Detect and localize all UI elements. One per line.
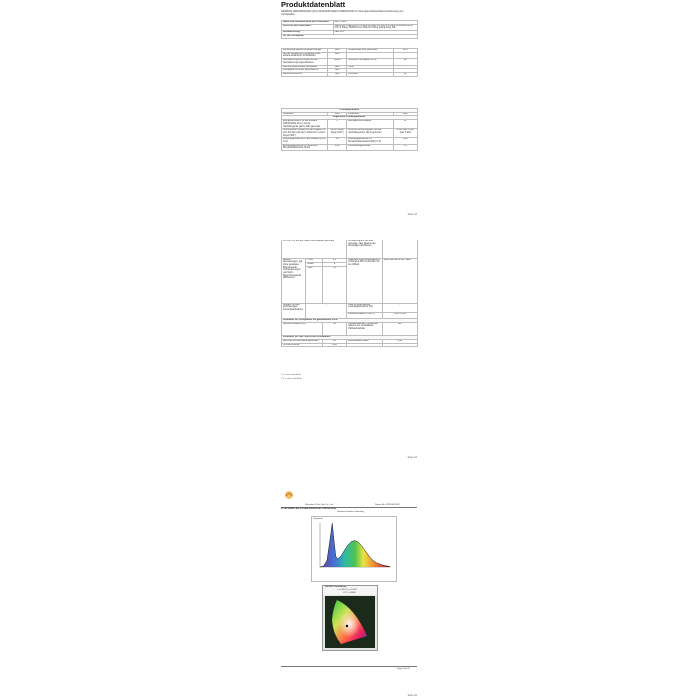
beam-angle-label: Halbwertswinkel in Grad oder Spanne der einstellbaren Halbwertswinkel [347, 322, 382, 335]
supplier-value: MATTHIAS [333, 21, 417, 25]
lumen-maintenance-value: 0,96 [322, 343, 346, 347]
address-label: Anschrift des Lieferanten: [282, 24, 334, 30]
param-value: 3 [328, 120, 347, 129]
spectrum-point [358, 542, 359, 543]
param-label: Nutzlichtstrom (Φuse) mit der Angabe, ob sich der Wert auf den Lichtstrom in einem Kegel (360°) [282, 129, 328, 138]
dim-key: Höhe [306, 258, 322, 262]
section-type-heading: Art der Lichtquelle: [282, 34, 418, 38]
footnote: (**) = nicht zutreffend [281, 378, 302, 380]
spectrum-point [390, 566, 391, 567]
spectrum-point [336, 556, 337, 557]
spectrum-svg [312, 517, 396, 581]
survival-label: Lebensdauer-Faktor [347, 339, 382, 343]
r9-value: 20 [322, 339, 346, 343]
report-page-of: Page 54 of 55 [397, 668, 410, 670]
table-row [282, 120, 418, 129]
dim-key: Tiefe [306, 266, 322, 303]
param-label: Ungebündelt oder gebündelt: [347, 49, 393, 53]
param-value: Nein [328, 69, 347, 73]
header-left: Shenzhen Xi Bei Test Co., Ltd. [305, 504, 334, 506]
param-value: 2 800 oder 4 000 oder 6 000 [393, 129, 418, 138]
spectrum-chart [311, 516, 397, 582]
spectrum-point [355, 540, 356, 541]
chromaticity-point [346, 625, 348, 627]
spectrum-point [376, 562, 377, 563]
param-value: Ja [393, 72, 418, 76]
param-value: MNLS [328, 59, 347, 65]
table-row [282, 72, 418, 76]
param-label: Vernetzte Lichtquelle (CLS): [347, 59, 393, 65]
spectrum-point [332, 523, 333, 524]
param-value: - [393, 65, 418, 69]
cie-coordinates: x = 0.3167 y = 0.3257 [337, 589, 358, 591]
spectrum-point [383, 565, 384, 566]
param-label: Hülle: [347, 65, 393, 69]
lumen-maintenance-label: Lichtstromerhalt [282, 343, 323, 347]
param-label: Leistungsaufnahme im Ein-Zustand (Pon) in W [282, 138, 328, 144]
cie-cct: CCT = 6998K [343, 592, 356, 594]
continued-table [281, 240, 418, 347]
dim-key: Breite [306, 262, 322, 266]
spectrum-point [320, 567, 321, 568]
section-general-heading: Allgemeine Produktparameter: [282, 116, 418, 120]
param-value: DLS [393, 49, 418, 53]
model-value: LED-101 [333, 31, 417, 35]
equivalent-power-value: - [382, 303, 417, 313]
page-title: Produktdatenblatt [281, 0, 346, 9]
section-params-heading: Produktparameter [282, 109, 418, 113]
spectrum-point [369, 556, 370, 557]
empty-cell [382, 343, 417, 347]
dim-value: 21 [322, 258, 346, 262]
chromaticity-value: 0,315 0,346 [382, 313, 417, 319]
param-label: Lichtquelle mit hoher Leuchtdichte: [282, 69, 328, 73]
param-label: ähnliche Farbtemperatur, auf die nächstliegenden 100 K gerundet [347, 129, 393, 138]
survival-value: 0,95 [382, 339, 417, 343]
page-1 [279, 0, 419, 218]
page-number: Seite 2/4 [407, 456, 417, 459]
supplier-table [281, 20, 418, 39]
param-label: Blendschutzschild: [282, 72, 328, 76]
param-value: 3.0 [328, 138, 347, 144]
dimensions-label: Äußere Abmessungen, ggf. ohne separates Betriebsgerät, Lichtsteuerungen und Nicht-Beleuchtungsteile (Millimeter) [282, 258, 306, 303]
spectrum-point [337, 559, 338, 560]
light-source-type-table [281, 48, 418, 77]
param-value: E [393, 120, 418, 129]
equivalent-value: - [306, 303, 347, 318]
peak-intensity-label: Spitzenlichtstärke (cd) [282, 322, 323, 335]
divider [281, 666, 417, 667]
attachment-title: ATTACHMENT BIS (STRAHLUNGSLEVEL VERTEILUNG) [281, 508, 337, 510]
empty-cell [382, 240, 417, 258]
spectrum-point [372, 560, 373, 561]
param-label: Energieverbrauch im Ein-Zustand (kWh/1000h) (Pon), auf die nächstliegende ganze Zahl gerundet [282, 120, 328, 129]
cie-title: CIE1931 Chromaticity [325, 586, 347, 588]
equivalent-label: Angabe zu einer gleichwertigen Leistungsaufnahme [282, 303, 306, 318]
address-value: Wang Wei, Xuan Ke Ju Yu gong ye yuan Jin teng fu hi yang ya Dunkou an ju, Chu Ji Xiang, 518000 shen zhen shi China guang dong, DE [333, 24, 417, 30]
peak-intensity-value: 96 [322, 322, 346, 335]
empty-cell [347, 343, 382, 347]
section-led-heading: Parameter für LED- und OLED-Lichtquellen: [282, 335, 418, 339]
model-label: Modellkennung: [282, 31, 334, 35]
equivalent-power-label: Falls ja, gleichwertige Leistungsaufnahme (W) [347, 303, 382, 313]
spectrum-point [323, 566, 324, 567]
table-row [282, 129, 418, 138]
param-value: LED [328, 52, 347, 58]
intro-left: für CIS in W auf die zweite Dezimalstelle gerundet [282, 240, 347, 258]
param-header: Wert [393, 112, 418, 116]
spectrum-point [327, 560, 328, 561]
spectrum-area [320, 523, 390, 567]
page-number: Seite 1/4 [407, 213, 417, 216]
chromaticity-label: Farbkoordinaten (x und y) [347, 313, 382, 319]
r9-label: Wert des R9-Farbwiedergabeindex [282, 339, 323, 343]
intro-right: Lichtaufbegrenz auf Zahl gerundet, oder Spanne der einstelligen Glühbirnen [347, 240, 382, 258]
spectrum-point [344, 550, 345, 551]
param-value: LED [328, 49, 347, 53]
section-directional-heading: Parameter für Lichtquellen mit gebündeltem Licht: [282, 318, 418, 322]
param-value: Nein [328, 72, 347, 76]
table-row [282, 144, 418, 150]
param-label: Verwendete Beleuchtungstechnologie: [282, 49, 328, 53]
spectrum-point [365, 551, 366, 552]
param-label: Netzspannung/Nicht direkt an das Netzspannung angeschlossen [282, 59, 328, 65]
param-header: Parameter [347, 112, 393, 116]
spectrum-point [334, 540, 335, 541]
param-value: Nein [328, 65, 347, 69]
spectrum-value: Siehe Bild auf letzter Seite [382, 258, 417, 303]
spectrum-point [362, 546, 363, 547]
spectrum-label: Spektrale Strahlungsverteilung im Bereich 250 nm bis 800 nm bei Volllast [347, 258, 382, 303]
param-value: 0,80 [393, 138, 418, 144]
cie-diagram [325, 596, 375, 648]
param-label: Farbwiedergabeindex [347, 144, 393, 150]
page-2 [279, 240, 419, 460]
header-right: Report No.: ZWXJ0220027 [375, 504, 400, 506]
spectrum-point [341, 556, 342, 557]
param-value: Ja [393, 59, 418, 65]
cie-chart [322, 585, 378, 651]
spectrum-point [348, 545, 349, 546]
footnote: (*) = nicht zutreffend [281, 374, 301, 376]
param-label: Farblich abstimmbare Lichtquelle: [282, 65, 328, 69]
param-header: Wert [328, 112, 347, 116]
supplier-label: Name oder Handelsmarke des Lieferanten: [282, 21, 334, 25]
param-label: Energieeffizienzklasse: [347, 120, 393, 129]
param-value: 250 in breiter Kegel (120°) [328, 129, 347, 138]
page-3 [279, 488, 419, 700]
attachment-subtitle: Spektrum Relative Verteilung [337, 511, 364, 513]
page-number: Seite 4/4 [407, 694, 417, 697]
param-label: Dimmbar: [347, 72, 393, 76]
dim-value: 35 [322, 266, 346, 303]
regulation-text: GEMÄSS VERORDNUNG (EU) 2019/2015 DER KOMMISSION zur Energieverbrauchskennzeichnung von Lichtquellen [281, 10, 404, 16]
dim-value: 9 [322, 262, 346, 266]
company-logo [283, 490, 295, 502]
param-label: Leistungsaufnahme im Bereitschaftszustand (Psb) in W [347, 138, 393, 144]
chart-caption: Diagramm [313, 518, 323, 520]
param-label: Art des Sockels der Lichtquelle (oder andere elektrische Schnittstelle) [282, 52, 328, 58]
spectrum-point [351, 541, 352, 542]
beam-angle-value: 120 [382, 322, 417, 335]
param-label: Leistungsaufnahme im vernetzten Bereitschaftsbetrieb (Pnet) [282, 144, 328, 150]
product-parameters-table [281, 108, 418, 151]
param-value: 0,80 [328, 144, 347, 150]
param-value: 15 [393, 144, 418, 150]
param-header: Parameter [282, 112, 328, 116]
spectrum-point [330, 536, 331, 537]
